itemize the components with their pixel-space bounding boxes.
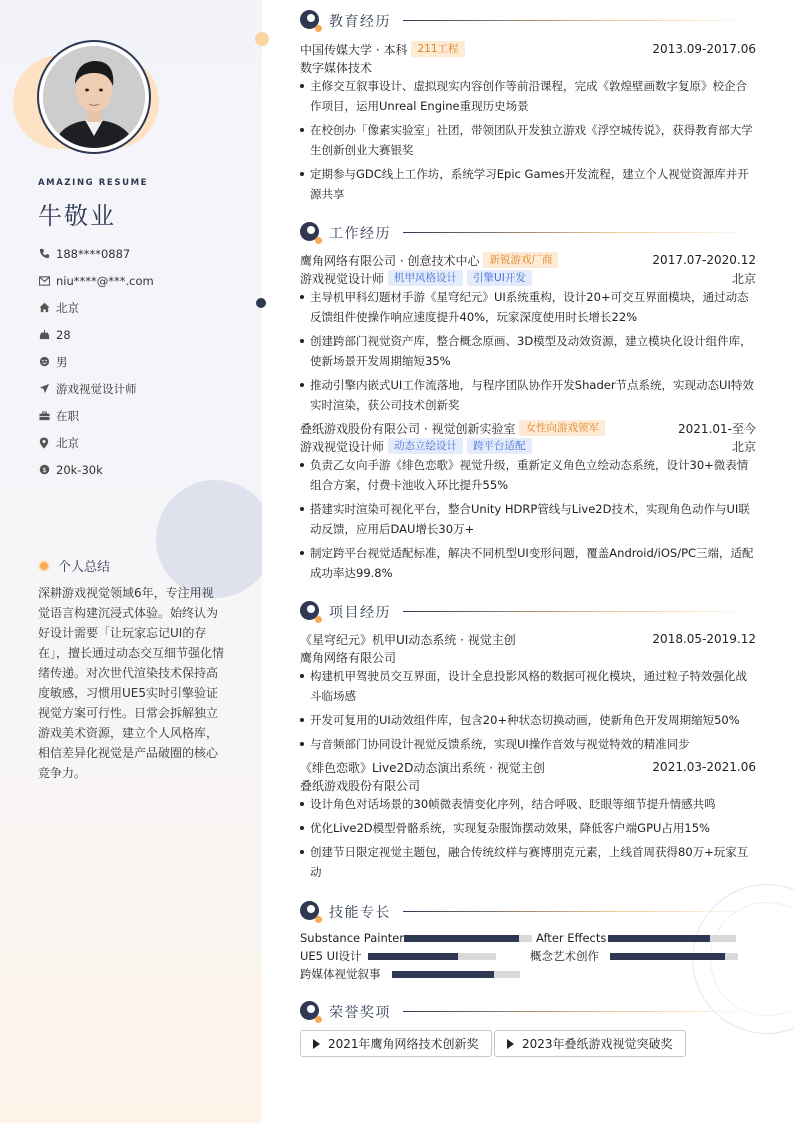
role-tag: 动态立绘设计 [388,438,463,454]
section-icon [300,901,321,922]
project-company: 鹰角网络有限公司 [300,650,397,665]
skill-name: UE5 UI设计 [300,949,362,963]
list-item: 主导机甲科幻题材手游《星穹纪元》UI系统重构，设计20+可交互界面模块，通过动态反馈组件使操作响应速度提升40%，玩家深度使用时长增长22% [300,287,756,327]
contact-list [38,240,154,483]
role-tag: 跨平台适配 [467,438,532,454]
education-header-row [300,40,756,58]
salary-text: 20k-30k [56,462,103,477]
award-name: 2021年鹰角网络技术创新奖 [328,1037,479,1051]
decorative-edge-dot-dark [256,298,266,308]
job-bullets [300,287,756,419]
list-item: 创建节日限定视觉主题包，融合传统纹样与赛博朋克元素，上线首周获得80万+玩家互动 [300,842,756,882]
job-location: 北京 [731,271,756,286]
list-item: 在校创办「像素实验室」社团，带领团队开发独立游戏《浮空城传说》，获得教育部大学生创新创业大赛银奖 [300,120,756,160]
job-role-row [300,269,756,287]
resume-tagline: AMAZING RESUME [38,178,149,188]
contact-salary [38,456,154,483]
section-title: 项目经历 [329,604,391,621]
skill-bar-fill [392,971,494,978]
decorative-edge-dot [255,32,269,46]
major-name: 数字媒体技术 [300,60,373,75]
summary-title: 个人总结 [58,560,111,575]
salary-icon [38,464,50,476]
work-section-heading [300,222,756,243]
job-date: 2017.07-2020.12 [652,253,756,267]
avatar [43,46,145,148]
play-triangle-icon [507,1039,514,1049]
awards-section-heading [300,1001,756,1022]
section-title: 教育经历 [329,13,391,30]
cake-icon [38,329,50,341]
send-icon [38,383,50,395]
list-item: 设计角色对话场景的30帧微表情变化序列，结合呼吸、眨眼等细节提升情感共鸣 [300,794,756,814]
section-title: 技能专长 [329,904,391,921]
home-icon [38,302,50,314]
skill-item [536,931,606,945]
project-bullets [300,666,756,758]
section-divider [403,611,756,612]
skill-item [300,967,381,981]
summary-dot-icon [38,560,50,572]
project-header-row [300,630,756,648]
education-section-heading [300,10,756,31]
education-major-row [300,58,756,76]
contact-email [38,267,154,294]
section-title: 工作经历 [329,225,391,242]
skill-bar-fill [404,935,519,942]
job-header-row [300,251,756,269]
contact-gender [38,348,154,375]
gender-text: 男 [56,354,68,369]
contact-status [38,402,154,429]
section-title: 荣誉奖项 [329,1004,391,1021]
award-badge [494,1030,686,1057]
skills-section-heading [300,901,756,922]
project-company-row [300,776,756,794]
list-item: 构建机甲驾驶员交互界面，设计全息投影风格的数据可视化模块，通过粒子特效强化战斗临场感 [300,666,756,706]
skill-bar [368,953,496,960]
school-name: 中国传媒大学 · 本科 [300,42,408,57]
section-divider [403,20,756,21]
job-bullets [300,455,756,587]
section-icon [300,601,321,622]
education-date: 2013.09-2017.06 [652,42,756,56]
email-text: niu****@***.com [56,273,154,288]
skill-bar [392,971,520,978]
section-divider [403,911,756,912]
project-header-row [300,758,756,776]
list-item: 主修交互叙事设计、虚拟现实内容创作等前沿课程，完成《敦煌壁画数字复原》校企合作项目，运用Unreal Engine重现历史场景 [300,76,756,116]
award-name: 2023年叠纸游戏视觉突破奖 [522,1037,673,1051]
list-item: 推动引擎内嵌式UI工作流落地，与程序团队协作开发Shader节点系统，实现动态UI特效实时渲染，获公司技术创新奖 [300,375,756,415]
skill-bar [610,953,738,960]
job-header-row [300,419,756,437]
gender-icon [38,356,50,368]
list-item: 优化Live2D模型骨骼系统，实现复杂服饰摆动效果，降低客户端GPU占用15% [300,818,756,838]
play-triangle-icon [313,1039,320,1049]
school-tag: 211工程 [411,41,464,57]
contact-location [38,429,154,456]
briefcase-icon [38,410,50,422]
svg-text:$: $ [41,465,47,474]
status-text: 在职 [56,408,79,423]
list-item: 负责乙女向手游《绯色恋歌》视觉升级，重新定义角色立绘动态系统，设计30+微表情组合方案，付费卡池收入环比提升55% [300,455,756,495]
project-date: 2018.05-2019.12 [652,632,756,646]
company-tag: 新锐游戏厂商 [483,252,558,268]
skill-item [300,931,404,945]
section-divider [403,232,756,233]
contact-age [38,321,154,348]
skill-bar [608,935,736,942]
location-pin-icon [38,437,50,449]
section-icon [300,222,321,243]
summary-text: 深耕游戏视觉领域6年，专注用视觉语言构建沉浸式体验。始终认为好设计需要「让玩家忘记UI的存在」，擅长通过动态交互细节强化情绪传递。对次世代渲染技术保持高度敏感，习惯用UE5实时引擎验证视觉方案可行性。日常会拆解独立游戏美术资源，建立个人风格库，相信差异化视觉是产品破圈的核心竞争力。 [38,586,225,780]
award-badge [300,1030,492,1057]
project-bullets [300,794,756,886]
company-name: 鹰角网络有限公司 · 创意技术中心 [300,253,480,268]
project-name: 《绯色恋歌》Live2D动态演出系统 · 视觉主创 [300,760,545,775]
phone-text: 188****0887 [56,246,131,261]
job-location: 北京 [731,439,756,454]
section-divider [403,1011,756,1012]
contact-phone [38,240,154,267]
sidebar [0,0,262,1123]
skill-bar-fill [608,935,710,942]
role-tag: 机甲风格设计 [388,270,463,286]
project-company: 叠纸游戏股份有限公司 [300,778,421,793]
skill-name: After Effects [536,931,607,945]
summary-heading [38,556,110,575]
skill-name: 概念艺术创作 [530,949,599,963]
job-role: 游戏视觉设计师 [300,271,385,286]
list-item: 与音频部门协同设计视觉反馈系统，实现UI操作音效与视觉特效的精准同步 [300,734,756,754]
skill-name: 跨媒体视觉叙事 [300,967,381,981]
contact-position [38,375,154,402]
contact-home [38,294,154,321]
company-tag: 女性向游戏领军 [519,420,605,436]
company-name: 叠纸游戏股份有限公司 · 视觉创新实验室 [300,421,516,436]
project-company-row [300,648,756,666]
list-item: 开发可复用的UI动效组件库，包含20+种状态切换动画，使新角色开发周期缩短50% [300,710,756,730]
list-item: 创建跨部门视觉资产库，整合概念原画、3D模型及动效资源，建立模块化设计组件库，使新场景开发周期缩短35% [300,331,756,371]
project-date: 2021.03-2021.06 [652,760,756,774]
list-item: 搭建实时渲染可视化平台，整合Unity HDRP管线与Live2D技术，实现角色动作与UI联动反馈，应用后DAU增长30万+ [300,499,756,539]
list-item: 制定跨平台视觉适配标准，解决不同机型UI变形问题，覆盖Android/iOS/PC三端，适配成功率达99.8% [300,543,756,583]
project-name: 《星穹纪元》机甲UI动态系统 · 视觉主创 [300,632,516,647]
decorative-blue-circle [156,480,262,598]
projects-section-heading [300,601,756,622]
location-text: 北京 [56,435,79,450]
list-item: 定期参与GDC线上工作坊，系统学习Epic Games开发流程，建立个人视觉资源库并开源共享 [300,164,756,204]
mail-icon [38,275,50,287]
candidate-name: 牛敬业 [38,202,116,230]
main-content [300,0,756,1123]
role-tag: 引擎UI开发 [467,270,532,286]
skill-bar-fill [610,953,725,960]
home-text: 北京 [56,300,79,315]
section-icon [300,10,321,31]
position-text: 游戏视觉设计师 [56,381,137,396]
job-role: 游戏视觉设计师 [300,439,385,454]
skill-name: Substance Painter [300,931,405,945]
skill-item [300,949,361,963]
skill-bar-fill [368,953,458,960]
section-icon [300,1001,321,1022]
skill-item [530,949,599,963]
job-role-row [300,437,756,455]
skill-bar [404,935,532,942]
education-bullets [300,76,756,208]
portrait-photo [43,46,145,148]
phone-icon [38,248,50,260]
job-date: 2021.01-至今 [678,421,756,436]
age-text: 28 [56,327,71,342]
